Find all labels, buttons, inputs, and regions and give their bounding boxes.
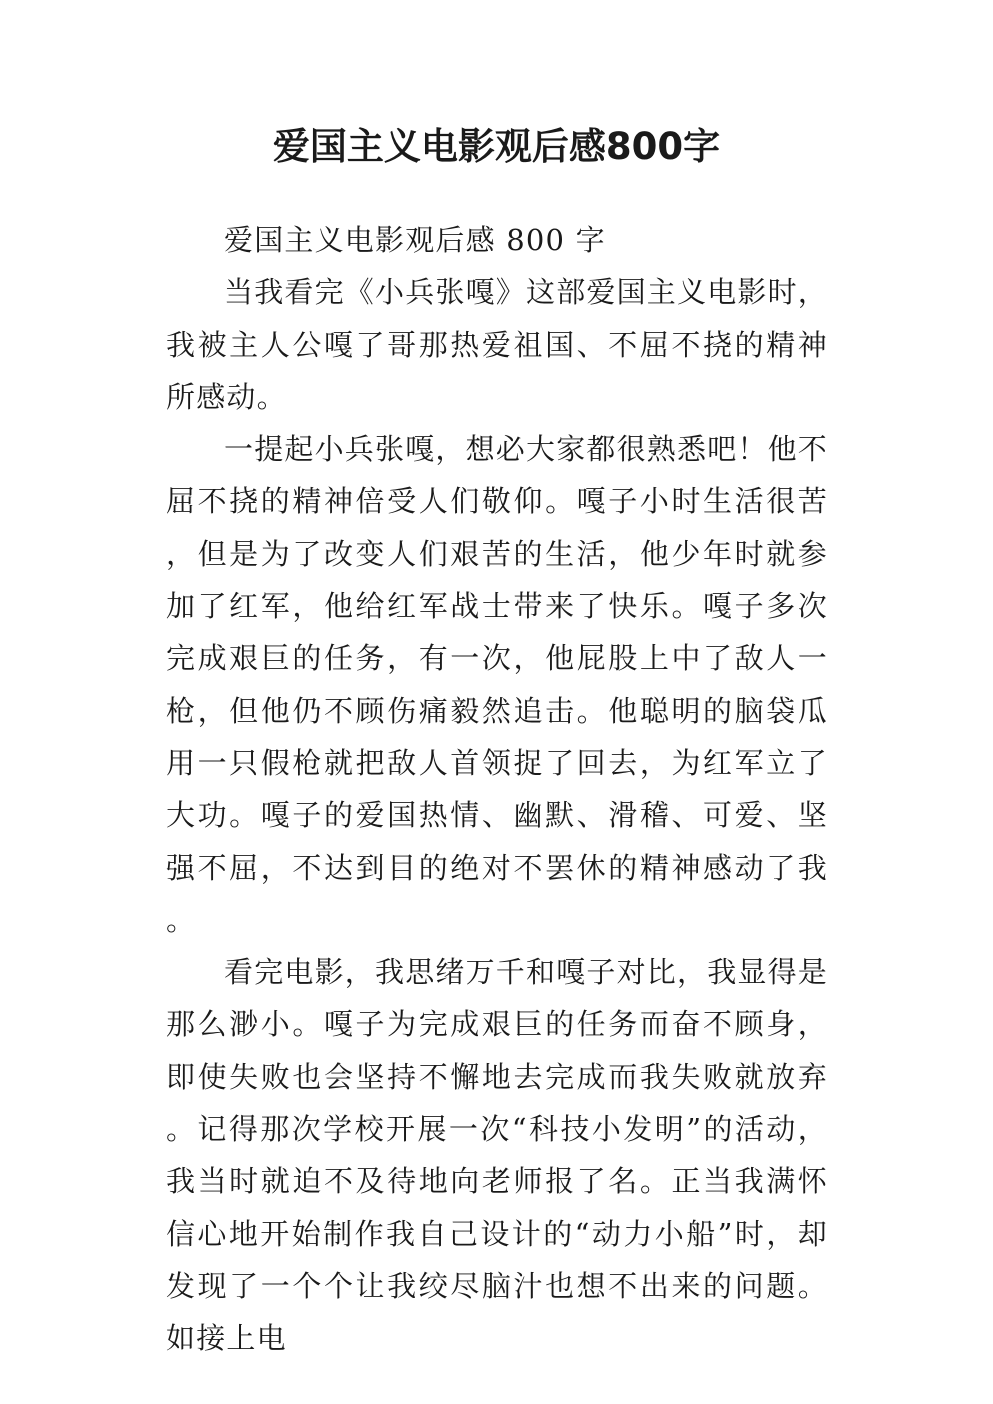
paragraph-1: 当我看完《小兵张嘎》这部爱国主义电影时，我被主人公嘎了哥那热爱祖国、不屈不挠的精神所感动。	[166, 275, 829, 414]
document-body	[166, 214, 828, 1365]
paragraph-subtitle: 爱国主义电影观后感 800 字	[224, 223, 606, 257]
paragraph-3: 看完电影，我思绪万千和嘎子对比，我显得是那么渺小。嘎子为完成艰巨的任务而奋不顾身，即使失败也会坚持不懈地去完成而我失败就放弃。记得那次学校开展一次“科技小发明”的活动，我当时就迫不及待地向老师报了名。正当我满怀信心地开始制作我自己设计的“动力小船”时，却发现了一个个让我绞尽脑汁也想不出来的问题。如接上电	[166, 955, 829, 1356]
paragraph-2: 一提起小兵张嘎，想必大家都很熟悉吧！他不屈不挠的精神倍受人们敬仰。嘎子小时生活很苦，但是为了改变人们艰苦的生活，他少年时就参加了红军，他给红军战士带来了快乐。嘎子多次完成艰巨的任务，有一次，他屁股上中了敌人一枪，但他仍不顾伤痛毅然追击。他聪明的脑袋瓜用一只假枪就把敌人首领捉了回去，为红军立了大功。嘎子的爱国热情、幽默、滑稽、可爱、坚强不屈，不达到目的绝对不罢休的精神感动了我。	[166, 432, 829, 937]
document-title: 爱国主义电影观后感800字	[272, 125, 721, 168]
